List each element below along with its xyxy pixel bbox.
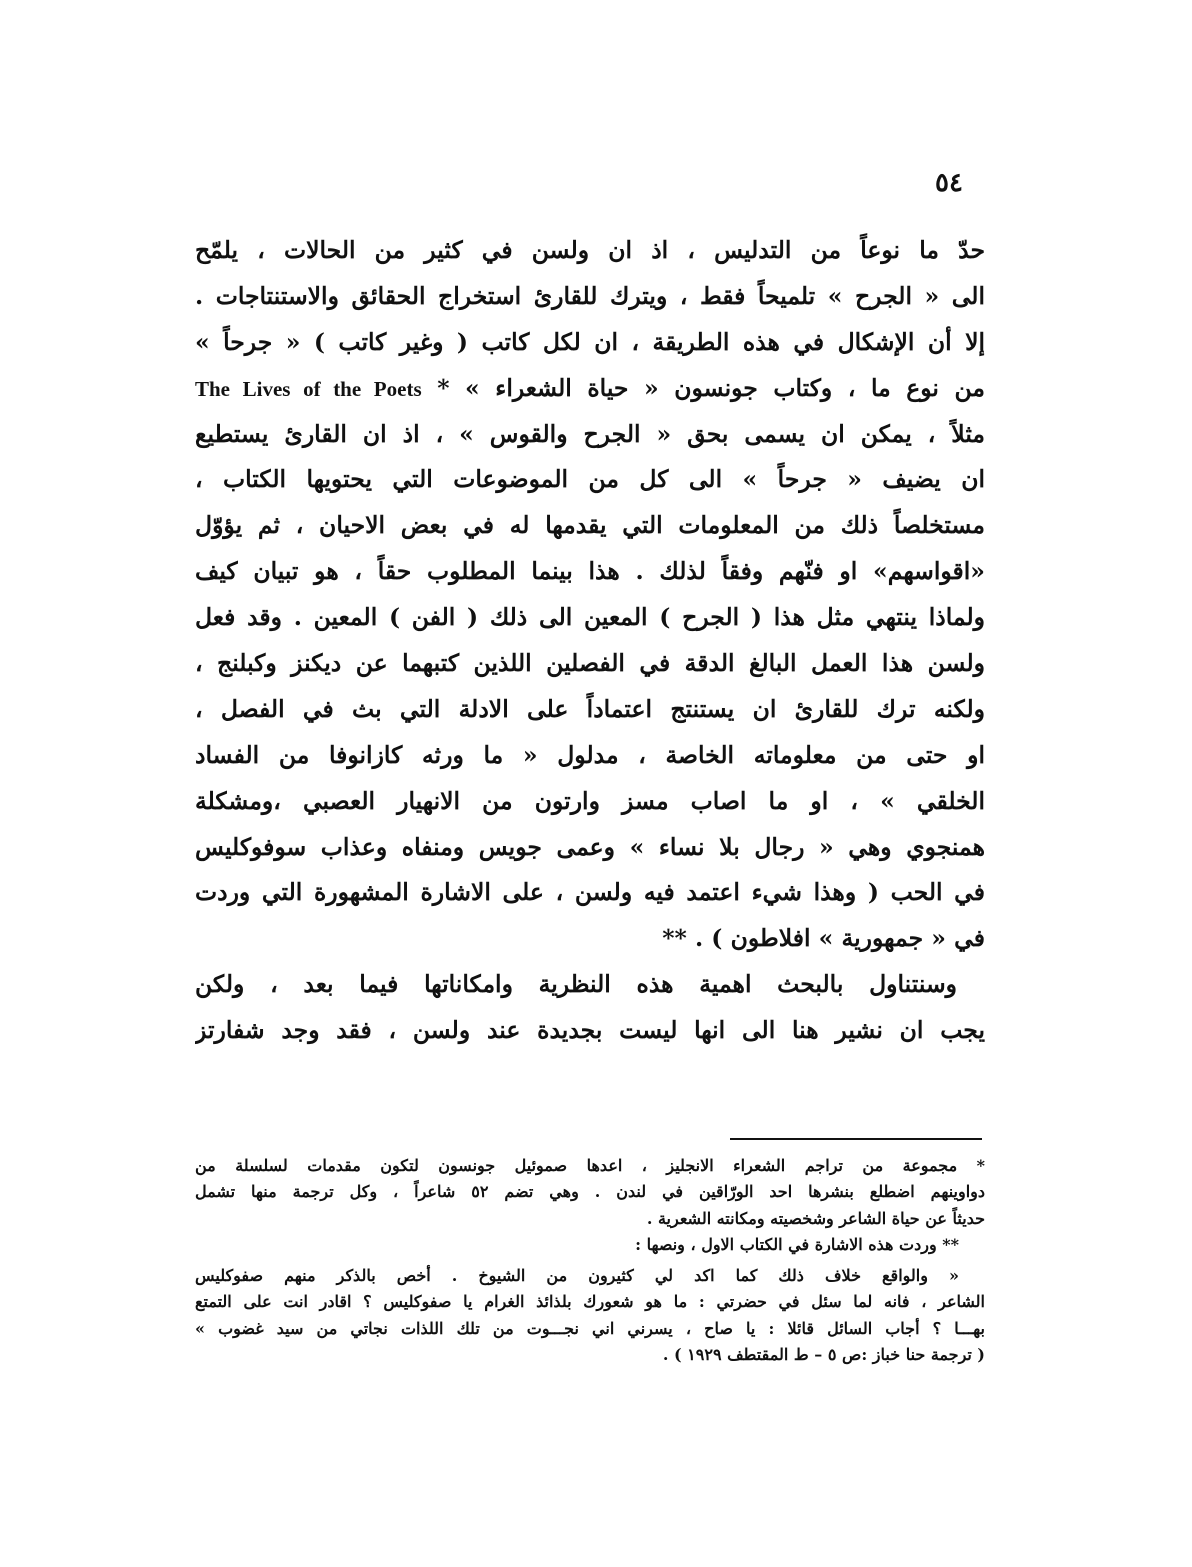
- footnote-quote-line: بهـــا ؟ أجاب السائل قائلا : يا صاح ، يسرني اني نجـــوت من تلك اللذات نجاتي من سيد غضوب »: [195, 1318, 985, 1338]
- text-line: الى « الجرح » تلميحاً فقط ، ويترك للقارئ استخراج الحقائق والاستنتاجات .: [195, 281, 985, 310]
- footnote-line: حديثاً عن حياة الشاعر وشخصيته ومكانته الشعرية .: [646, 1208, 985, 1228]
- text-line: او حتى من معلوماته الخاصة ، مدلول « ما ورثه كازانوفا من الفساد: [195, 740, 985, 769]
- main-text: [195, 228, 985, 1054]
- text-line-arabic-part: من نوع ما ، وكتاب جونسون « حياة الشعراء » *: [437, 373, 985, 402]
- footnotes: [195, 1153, 985, 1368]
- text-line: ولسن هذا العمل البالغ الدقة في الفصلين اللذين كتبهما عن ديكنز وكبلنج ،: [195, 649, 985, 678]
- text-line-mixed: [195, 366, 985, 412]
- text-line: الخلقي » ، او ما اصاب مسز وارتون من الانهيار العصبي ،ومشكلة: [195, 786, 985, 815]
- text-line: ولكنه ترك للقارئ ان يستنتج اعتماداً على الادلة التي بث في الفصل ،: [195, 694, 985, 723]
- footnote-line: ** وردت هذه الاشارة في الكتاب الاول ، ونصها :: [635, 1234, 959, 1254]
- footnote-quote-line: ( ترجمة حنا خباز :ص ٥ – ط المقتطف ١٩٢٩ ) .: [662, 1345, 985, 1365]
- footnote-line: دواوينهم اضطلع بنشرها احد الورّاقين في لندن . وهي تضم ٥٢ شاعراً ، وكل ترجمة منها تشمل: [195, 1182, 985, 1202]
- english-book-title: The Lives of the Poets: [195, 376, 422, 401]
- footnote-quote-line: الشاعر ، فانه لما سئل في حضرتي : ما هو شعورك بلذائذ الغرام يا صفوكليس ؟ اقادر انت على التمتع: [195, 1292, 985, 1312]
- text-line: إلا أن الإشكال في هذه الطريقة ، ان لكل كاتب ( وغير كاتب ) « جرحاً »: [195, 327, 985, 356]
- paragraph-line: يجب ان نشير هنا الى انها ليست بجديدة عند ولسن ، فقد وجد شفارتز: [195, 1016, 985, 1045]
- footnote-separator: [730, 1138, 982, 1140]
- text-line: في « جمهورية » افلاطون ) . **: [662, 924, 985, 953]
- footnote-line: * مجموعة من تراجم الشعراء الانجليز ، اعدها صموئيل جونسون لتكون مقدمات لسلسلة من: [195, 1156, 985, 1175]
- page-number: ٥٤: [935, 168, 963, 198]
- text-line: همنجوي وهي « رجال بلا نساء » وعمى جويس ومنفاه وعذاب سوفوكليس: [195, 832, 985, 861]
- text-line: ولماذا ينتهي مثل هذا ( الجرح ) المعين الى ذلك ( الفن ) المعين . وقد فعل: [195, 603, 985, 632]
- paragraph-line: وسنتناول بالبحث اهمية هذه النظرية وامكاناتها فيما بعد ، ولكن: [195, 970, 957, 999]
- text-line: مثلاً ، يمكن ان يسمى بحق « الجرح والقوس » ، اذ ان القارئ يستطيع: [195, 419, 985, 448]
- text-line: مستخلصاً ذلك من المعلومات التي يقدمها له في بعض الاحيان ، ثم يؤوّل: [195, 511, 985, 540]
- text-line: «اقواسهم» او فنّهم وفقاً لذلك . هذا بينما المطلوب حقاً ، هو تبيان كيف: [195, 557, 985, 586]
- text-line: ان يضيف « جرحاً » الى كل من الموضوعات التي يحتويها الكتاب ،: [195, 465, 985, 494]
- text-line: حدّ ما نوعاً من التدليس ، اذ ان ولسن في كثير من الحالات ، يلمّح: [195, 236, 985, 264]
- text-line: في الحب ( وهذا شيء اعتمد فيه ولسن ، على الاشارة المشهورة التي وردت: [195, 878, 985, 907]
- footnote-quote-line: « والواقع خلاف ذلك كما اكد لي كثيرون من الشيوخ . أخص بالذكر منهم صفوكليس: [195, 1266, 960, 1286]
